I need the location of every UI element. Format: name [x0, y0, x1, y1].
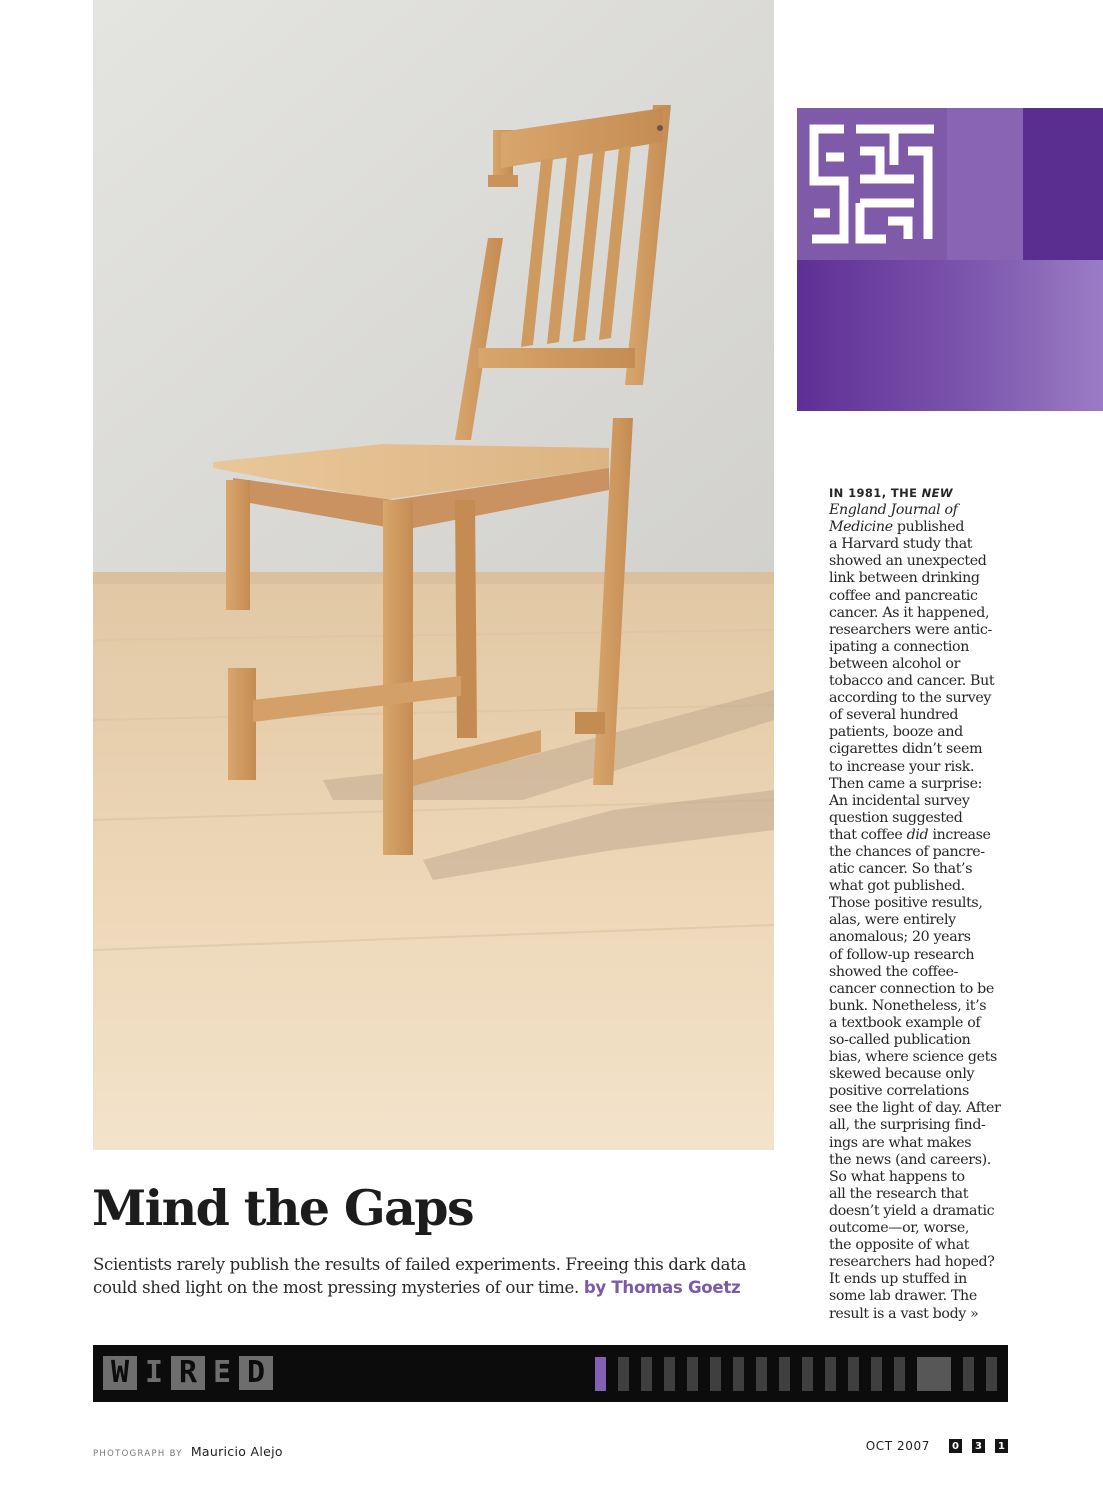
body-line: between alcohol or — [829, 655, 960, 672]
progress-segment — [664, 1357, 675, 1391]
chair-icon — [93, 0, 774, 1150]
body-fragment: increase — [928, 826, 991, 843]
progress-segment — [986, 1357, 997, 1391]
logo-letter: E — [205, 1356, 239, 1390]
dek-line: could shed light on the most pressing mysteries of our time. — [93, 1278, 579, 1297]
progress-segment — [894, 1357, 905, 1391]
logo-letter: R — [171, 1356, 205, 1390]
body-line: link between drinking — [829, 570, 980, 587]
page-digit: 0 — [949, 1439, 962, 1453]
logo-letter: D — [239, 1356, 273, 1390]
body-line: So what happens to — [829, 1168, 965, 1185]
body-line: tobacco and cancer. But — [829, 673, 995, 690]
badge-accent-block — [947, 108, 1023, 260]
body-line: showed the coffee- — [829, 963, 959, 980]
progress-segment — [710, 1357, 721, 1391]
body-line: It ends up stuffed in — [829, 1271, 967, 1288]
progress-segment — [917, 1357, 951, 1391]
progress-segment — [687, 1357, 698, 1391]
badge-dark-block — [1023, 108, 1103, 260]
body-line: coffee and pancreatic — [829, 587, 978, 604]
body-line: An incidental survey — [829, 792, 970, 809]
body-line: doesn’t yield a dramatic — [829, 1202, 995, 1219]
body-line: a Harvard study that — [829, 536, 973, 553]
body-line: anomalous; 20 years — [829, 929, 971, 946]
lead-in-italic: NEW — [921, 486, 953, 500]
body-line: Then came a surprise: — [829, 775, 983, 792]
body-line: a textbook example of — [829, 1014, 981, 1031]
photo-credit — [93, 1441, 283, 1460]
credit-label: PHOTOGRAPH BY — [93, 1449, 183, 1459]
body-fragment: did — [906, 826, 929, 843]
article-dek — [93, 1253, 793, 1299]
progress-segment — [595, 1357, 606, 1391]
progress-segment — [641, 1357, 652, 1391]
body-line: alas, were entirely — [829, 912, 956, 929]
body-line: all the research that — [829, 1185, 969, 1202]
body-line: some lab drawer. The — [829, 1288, 977, 1305]
body-line: England Journal of — [829, 502, 958, 519]
logo-letter: I — [137, 1356, 171, 1390]
body-column — [829, 485, 1015, 1323]
page-folio — [866, 1439, 1008, 1453]
progress-segment — [963, 1357, 974, 1391]
body-line: the opposite of what — [829, 1237, 970, 1254]
progress-segment — [618, 1357, 629, 1391]
body-line: Medicine — [829, 519, 893, 536]
body-line: to increase your risk. — [829, 758, 975, 775]
body-line: positive correlations — [829, 1083, 969, 1100]
dek-line: Scientists rarely publish the results of failed experiments. Freeing this dark data — [93, 1255, 746, 1274]
body-line: ipating a connection — [829, 638, 970, 655]
body-line: skewed because only — [829, 1066, 975, 1083]
progress-segment — [802, 1357, 813, 1391]
body-line: researchers were antic- — [829, 621, 992, 638]
section-badge — [797, 108, 1103, 411]
body-line: all, the surprising find- — [829, 1117, 986, 1134]
page-digit: 3 — [972, 1439, 985, 1453]
progress-segment — [733, 1357, 744, 1391]
body-line: result is a vast body » — [829, 1305, 979, 1322]
progress-segment — [756, 1357, 767, 1391]
body-line: showed an unexpected — [829, 553, 987, 570]
body-line: so-called publication — [829, 1032, 971, 1048]
body-fragment: published — [892, 519, 965, 536]
body-line: cancer. As it happened, — [829, 604, 990, 621]
progress-segment — [871, 1357, 882, 1391]
body-line: atic cancer. So that’s — [829, 861, 973, 878]
body-line: cigarettes didn’t seem — [829, 741, 983, 758]
progress-segment — [848, 1357, 859, 1391]
chair-photo — [93, 0, 774, 1150]
byline: by Thomas Goetz — [583, 1278, 741, 1297]
wired-logo — [103, 1356, 273, 1390]
body-line: the chances of pancre- — [829, 843, 985, 860]
body-line: what got published. — [829, 878, 965, 895]
progress-segment — [779, 1357, 790, 1391]
body-line: outcome—or, worse, — [829, 1220, 970, 1237]
body-line: that coffee — [829, 826, 903, 843]
lead-in: IN 1981, THE — [829, 486, 918, 500]
body-line: Those positive results, — [829, 895, 983, 912]
logo-letter: W — [103, 1356, 137, 1390]
credit-name: Mauricio Alejo — [190, 1444, 283, 1459]
body-line: researchers had hoped? — [829, 1254, 995, 1271]
badge-gradient-block — [797, 260, 1103, 411]
body-line: bias, where science gets — [829, 1049, 997, 1066]
article-title: Mind the Gaps — [92, 1179, 473, 1237]
body-line: cancer connection to be — [829, 980, 994, 997]
body-line: of follow-up research — [829, 946, 975, 963]
issue-date: OCT 2007 — [865, 1439, 930, 1453]
start-logo-icon — [797, 108, 947, 260]
magazine-bar — [93, 1345, 1008, 1402]
body-line: question suggested — [829, 809, 963, 826]
body-line: patients, booze and — [829, 724, 963, 741]
progress-segment — [825, 1357, 836, 1391]
body-line: of several hundred — [829, 707, 959, 724]
body-line: ings are what makes — [829, 1134, 972, 1151]
body-line: according to the survey — [829, 690, 992, 707]
page-digit: 1 — [995, 1439, 1008, 1453]
body-line: see the light of day. After — [829, 1100, 1001, 1117]
body-line: bunk. Nonetheless, it’s — [829, 997, 987, 1014]
body-line: the news (and careers). — [829, 1151, 991, 1168]
